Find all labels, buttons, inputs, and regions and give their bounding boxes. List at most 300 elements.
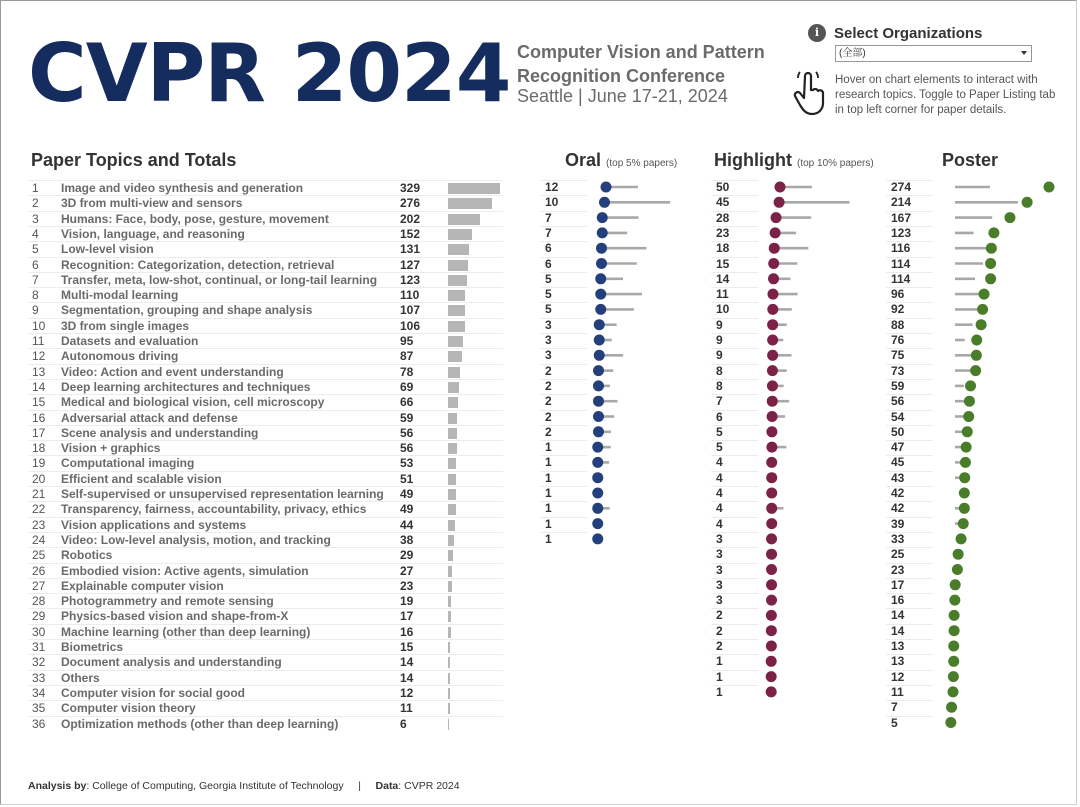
topic-rank: 24 [32, 532, 46, 547]
poster-dot[interactable] [959, 503, 970, 514]
poster-count: 39 [891, 516, 905, 531]
highlight-count: 15 [716, 256, 730, 271]
data-value: : CVPR 2024 [398, 780, 460, 792]
topic-total: 202 [400, 211, 421, 226]
analysis-label: Analysis by [28, 780, 87, 792]
highlight-dot[interactable] [766, 442, 777, 453]
oral-dot[interactable] [593, 365, 604, 376]
poster-count: 16 [891, 593, 905, 608]
topic-rank: 18 [32, 441, 46, 456]
poster-section-title: Poster [942, 150, 999, 170]
oral-count: 7 [545, 210, 552, 225]
poster-count: 214 [891, 195, 912, 210]
topic-rank: 3 [32, 211, 39, 226]
topic-name: Computational imaging [61, 456, 195, 471]
topic-rank: 25 [32, 548, 46, 563]
oral-count: 10 [545, 195, 559, 210]
poster-dot[interactable] [962, 426, 973, 437]
poster-dot[interactable] [971, 350, 982, 361]
oral-count: 1 [545, 470, 552, 485]
topic-name: Multi-modal learning [61, 288, 179, 303]
topic-rank: 8 [32, 288, 39, 303]
topic-rank: 13 [32, 364, 46, 379]
highlight-dot[interactable] [774, 197, 785, 208]
topic-rank: 22 [32, 502, 46, 517]
oral-dot[interactable] [597, 212, 608, 223]
topic-name: Datasets and evaluation [61, 334, 199, 348]
oral-dot[interactable] [592, 488, 603, 499]
oral-dot[interactable] [592, 518, 603, 529]
topic-name: 3D from multi-view and sensors [61, 196, 243, 211]
topic-rank: 32 [32, 655, 46, 670]
topic-rank: 30 [32, 624, 46, 639]
highlight-dot[interactable] [766, 488, 777, 499]
poster-count: 5 [891, 715, 898, 730]
poster-count: 12 [891, 669, 905, 684]
topic-name: Deep learning architectures and techniques [61, 379, 311, 394]
highlight-dot[interactable] [766, 457, 777, 468]
topic-total: 16 [400, 624, 414, 639]
poster-count: 96 [891, 287, 905, 302]
topic-name: Photogrammetry and remote sensing [61, 594, 274, 609]
poster-dot[interactable] [948, 671, 959, 682]
oral-count: 2 [545, 424, 552, 439]
poster-dot[interactable] [960, 457, 971, 468]
topic-name: Machine learning (other than deep learning) [61, 624, 311, 639]
poster-count: 59 [891, 378, 905, 393]
poster-count: 47 [891, 440, 905, 455]
poster-count: 116 [891, 241, 911, 256]
poster-count: 45 [891, 455, 905, 470]
topic-rank: 31 [32, 640, 46, 654]
topic-rank: 19 [32, 456, 46, 471]
oral-dot[interactable] [594, 335, 605, 346]
highlight-title: Highlight [714, 150, 792, 170]
highlight-dot[interactable] [767, 335, 778, 346]
highlight-dot[interactable] [766, 625, 777, 636]
poster-dot[interactable] [950, 579, 961, 590]
poster-dot[interactable] [958, 518, 969, 529]
analysis-value: : College of Computing, Georgia Institute of Technology [86, 780, 344, 792]
topic-rank: 15 [32, 395, 46, 410]
poster-count: 13 [891, 639, 905, 653]
highlight-count: 5 [716, 424, 723, 439]
highlight-dot[interactable] [768, 258, 779, 269]
topic-total: 17 [400, 609, 414, 624]
topic-total: 59 [400, 410, 414, 425]
topic-total: 110 [400, 288, 420, 303]
highlight-count: 4 [716, 455, 723, 470]
poster-dot[interactable] [970, 365, 981, 376]
oral-count: 1 [545, 531, 552, 546]
highlight-dot[interactable] [766, 533, 777, 544]
highlight-count: 45 [716, 195, 730, 210]
highlight-count: 9 [716, 348, 723, 363]
highlight-dot[interactable] [771, 212, 782, 223]
topic-total: 51 [400, 471, 414, 486]
poster-dot[interactable] [1044, 182, 1055, 193]
highlight-count: 4 [716, 470, 723, 485]
data-label: Data [375, 780, 399, 792]
conference-name: Computer Vision and Pattern Recognition Conference [517, 42, 765, 86]
topic-total: 123 [400, 272, 421, 287]
topic-total: 14 [400, 655, 414, 670]
poster-dot[interactable] [1004, 212, 1015, 223]
topic-rank: 12 [32, 349, 46, 364]
topic-name: Optimization methods (other than deep learning) [61, 716, 339, 731]
poster-count: 42 [891, 501, 905, 516]
poster-count: 167 [891, 210, 912, 225]
topic-rank: 9 [32, 303, 39, 318]
topic-rank: 21 [32, 487, 46, 501]
highlight-dot[interactable] [766, 564, 777, 575]
highlight-note: (top 10% papers) [797, 158, 874, 169]
topic-name: Computer vision for social good [61, 685, 246, 700]
oral-count: 1 [545, 440, 552, 455]
oral-title: Oral [565, 150, 602, 170]
poster-dot[interactable] [959, 472, 970, 483]
topic-total: 69 [400, 379, 414, 394]
topic-total: 27 [400, 563, 414, 578]
topic-name: Document analysis and understanding [61, 655, 282, 670]
info-icon[interactable]: i [808, 24, 826, 42]
highlight-dot[interactable] [769, 243, 780, 254]
topic-name: Explainable computer vision [61, 578, 224, 593]
highlight-dot[interactable] [766, 671, 777, 682]
main-title: CVPR 2024 [28, 27, 511, 120]
poster-dot[interactable] [945, 717, 956, 728]
oral-count: 2 [545, 394, 552, 409]
poster-count: 76 [891, 333, 905, 347]
oral-count: 2 [545, 363, 552, 378]
topic-rank: 17 [32, 425, 46, 440]
poster-dot[interactable] [959, 488, 970, 499]
poster-dot[interactable] [977, 304, 988, 315]
highlight-count: 3 [716, 593, 723, 608]
poster-dot[interactable] [953, 549, 964, 560]
topic-name: Vision applications and systems [61, 517, 247, 532]
topic-total: 23 [400, 578, 414, 593]
oral-dot[interactable] [599, 197, 610, 208]
topic-total: 127 [400, 257, 421, 272]
poster-dot[interactable] [949, 625, 960, 636]
poster-dot[interactable] [979, 289, 990, 300]
highlight-dot[interactable] [766, 472, 777, 483]
oral-count: 3 [545, 333, 552, 347]
oral-dot[interactable] [595, 289, 606, 300]
topic-name: Video: Action and event understanding [61, 364, 284, 379]
highlight-dot[interactable] [767, 396, 778, 407]
topic-rank: 28 [32, 594, 46, 609]
highlight-dot[interactable] [767, 365, 778, 376]
oral-count: 5 [545, 287, 552, 302]
dropdown-selected-value: (全部) [839, 48, 866, 59]
topic-name: Physics-based vision and shape-from-X [61, 609, 289, 624]
oral-count: 5 [545, 271, 552, 286]
highlight-dot[interactable] [766, 610, 777, 621]
poster-count: 13 [891, 654, 905, 669]
highlight-dot[interactable] [766, 641, 777, 652]
topic-total: 329 [400, 181, 421, 195]
select-organizations-label: Select Organizations [834, 25, 983, 42]
poster-dot[interactable] [956, 533, 967, 544]
highlight-count: 3 [716, 562, 723, 577]
topic-name: Vision, language, and reasoning [61, 226, 245, 241]
poster-dot[interactable] [986, 243, 997, 254]
topic-name: 3D from single images [61, 318, 190, 333]
topic-total: 11 [400, 701, 413, 716]
highlight-count: 4 [716, 501, 723, 516]
topic-rank: 34 [32, 685, 46, 700]
oral-dot[interactable] [596, 258, 607, 269]
topic-total: 53 [400, 456, 414, 471]
poster-count: 114 [891, 271, 911, 286]
highlight-count: 4 [716, 516, 723, 531]
highlight-dot[interactable] [766, 503, 777, 514]
poster-count: 123 [891, 225, 912, 240]
topic-rank: 10 [32, 318, 46, 333]
topic-total: 38 [400, 532, 414, 547]
conference-location: Seattle | June 17-21, 2024 [517, 86, 728, 106]
topic-total: 66 [400, 395, 414, 410]
oral-dot[interactable] [597, 227, 608, 238]
highlight-dot[interactable] [766, 686, 777, 697]
topic-rank: 6 [32, 257, 39, 272]
oral-count: 1 [545, 486, 552, 500]
topic-total: 56 [400, 425, 414, 440]
poster-count: 114 [891, 256, 911, 271]
poster-count: 42 [891, 486, 905, 500]
oral-count: 1 [545, 501, 552, 516]
highlight-count: 9 [716, 333, 723, 347]
oral-count: 7 [545, 225, 552, 240]
oral-note: (top 5% papers) [606, 158, 678, 169]
highlight-dot[interactable] [767, 289, 778, 300]
highlight-count: 1 [716, 654, 723, 669]
oral-dot[interactable] [593, 396, 604, 407]
highlight-dot[interactable] [766, 549, 777, 560]
poster-dot[interactable] [988, 227, 999, 238]
poster-count: 88 [891, 317, 905, 332]
topic-total: 131 [400, 242, 421, 257]
poster-dot[interactable] [946, 702, 957, 713]
highlight-count: 6 [716, 409, 723, 424]
topic-name: Scene analysis and understanding [61, 425, 259, 440]
topic-total: 12 [400, 685, 414, 700]
highlight-dot[interactable] [767, 380, 778, 391]
highlight-count: 23 [716, 225, 730, 240]
footer-separator: | [358, 780, 361, 792]
topic-rank: 7 [32, 272, 39, 287]
topic-name: Others [61, 670, 100, 685]
topic-rank: 20 [32, 471, 46, 486]
oral-count: 3 [545, 317, 552, 332]
highlight-count: 1 [716, 669, 723, 684]
poster-count: 25 [891, 547, 905, 562]
topics-section-title: Paper Topics and Totals [31, 150, 237, 170]
topic-total: 95 [400, 334, 414, 348]
poster-count: 75 [891, 348, 905, 363]
oral-dot[interactable] [593, 411, 604, 422]
topic-total: 14 [400, 670, 414, 685]
topic-total: 15 [400, 640, 414, 654]
topic-name: Transparency, fairness, accountability, privacy, ethics [61, 502, 367, 517]
oral-count: 5 [545, 302, 552, 317]
poster-dot[interactable] [965, 380, 976, 391]
poster-dot[interactable] [963, 411, 974, 422]
poster-count: 14 [891, 623, 905, 638]
topic-total: 49 [400, 487, 414, 501]
topic-rank: 16 [32, 410, 46, 425]
topic-total: 19 [400, 594, 414, 609]
poster-dot[interactable] [985, 258, 996, 269]
poster-dot[interactable] [1022, 197, 1033, 208]
highlight-dot[interactable] [766, 656, 777, 667]
highlight-count: 4 [716, 486, 723, 500]
highlight-count: 7 [716, 394, 723, 409]
topic-total: 152 [400, 226, 421, 241]
oral-dot[interactable] [592, 533, 603, 544]
topic-rank: 2 [32, 196, 39, 211]
topic-rank: 11 [32, 334, 45, 348]
highlight-dot[interactable] [768, 273, 779, 284]
highlight-dot[interactable] [767, 319, 778, 330]
highlight-count: 14 [716, 271, 730, 286]
topic-name: Self-supervised or unsupervised representation learning [61, 487, 384, 501]
highlight-count: 10 [716, 302, 730, 317]
poster-count: 23 [891, 562, 905, 577]
topic-total: 78 [400, 364, 414, 379]
oral-dot[interactable] [592, 503, 603, 514]
poster-count: 17 [891, 577, 905, 592]
topic-name: Image and video synthesis and generation [61, 181, 304, 195]
topic-total: 106 [400, 318, 421, 333]
topic-total: 6 [400, 716, 407, 731]
poster-count: 50 [891, 424, 905, 439]
topic-name: Vision + graphics [61, 441, 161, 456]
poster-dot[interactable] [949, 610, 960, 621]
interaction-hint: Hover on chart elements to interact with research topics. Toggle to Paper Listing tab in top left corner for paper details. [835, 74, 1056, 116]
topic-total: 107 [400, 303, 421, 318]
topic-rank: 27 [32, 578, 46, 593]
highlight-count: 2 [716, 608, 723, 623]
highlight-count: 50 [716, 180, 730, 194]
topic-name: Humans: Face, body, pose, gesture, movement [61, 211, 329, 226]
oral-dot[interactable] [596, 243, 607, 254]
topic-total: 29 [400, 548, 414, 563]
oral-dot[interactable] [592, 457, 603, 468]
oral-dot[interactable] [601, 182, 612, 193]
highlight-count: 3 [716, 531, 723, 546]
topic-rank: 23 [32, 517, 46, 532]
oral-count: 6 [545, 241, 552, 256]
poster-count: 43 [891, 470, 905, 485]
topic-name: Robotics [61, 548, 113, 563]
topic-rank: 33 [32, 670, 46, 685]
poster-count: 7 [891, 700, 898, 715]
highlight-dot[interactable] [766, 579, 777, 590]
highlight-dot[interactable] [775, 182, 786, 193]
poster-dot[interactable] [948, 656, 959, 667]
poster-dot[interactable] [971, 335, 982, 346]
topic-name: Segmentation, grouping and shape analysis [61, 303, 313, 318]
highlight-dot[interactable] [770, 227, 781, 238]
topic-rank: 26 [32, 563, 46, 578]
highlight-dot[interactable] [767, 350, 778, 361]
highlight-count: 2 [716, 623, 723, 638]
poster-count: 33 [891, 531, 905, 546]
highlight-count: 28 [716, 210, 730, 225]
topic-total: 276 [400, 196, 421, 211]
poster-dot[interactable] [976, 319, 987, 330]
oral-count: 1 [545, 455, 552, 470]
highlight-count: 3 [716, 547, 723, 562]
topic-rank: 14 [32, 379, 46, 394]
highlight-count: 2 [716, 639, 723, 653]
topic-name: Computer vision theory [61, 701, 196, 716]
topic-name: Efficient and scalable vision [61, 471, 222, 486]
oral-dot[interactable] [594, 319, 605, 330]
footer [28, 780, 460, 792]
highlight-dot[interactable] [766, 595, 777, 606]
poster-dot[interactable] [948, 641, 959, 652]
topic-total: 56 [400, 441, 414, 456]
highlight-count: 11 [716, 287, 729, 302]
topic-name: Transfer, meta, low-shot, continual, or long-tail learning [61, 272, 378, 287]
topic-name: Medical and biological vision, cell microscopy [61, 395, 325, 410]
topic-name: Embodied vision: Active agents, simulation [61, 563, 309, 578]
oral-count: 2 [545, 409, 552, 424]
poster-dot[interactable] [952, 564, 963, 575]
highlight-dot[interactable] [766, 426, 777, 437]
highlight-dot[interactable] [767, 411, 778, 422]
poster-count: 11 [891, 684, 904, 699]
highlight-dot[interactable] [766, 518, 777, 529]
poster-dot[interactable] [949, 595, 960, 606]
topic-total: 44 [400, 517, 414, 532]
poster-count: 54 [891, 409, 905, 424]
oral-dot[interactable] [594, 350, 605, 361]
oral-dot[interactable] [593, 426, 604, 437]
topic-rank: 29 [32, 609, 46, 624]
oral-dot[interactable] [592, 442, 603, 453]
oral-dot[interactable] [592, 472, 603, 483]
oral-dot[interactable] [595, 273, 606, 284]
oral-count: 1 [545, 516, 552, 531]
highlight-count: 18 [716, 241, 730, 256]
poster-count: 73 [891, 363, 905, 378]
oral-count: 3 [545, 348, 552, 363]
topic-name: Recognition: Categorization, detection, retrieval [61, 257, 335, 272]
topic-name: Video: Low-level analysis, motion, and tracking [61, 532, 331, 547]
poster-dot[interactable] [961, 442, 972, 453]
topic-rank: 1 [32, 181, 39, 195]
topic-rank: 5 [32, 242, 39, 257]
poster-dot[interactable] [964, 396, 975, 407]
highlight-count: 3 [716, 577, 723, 592]
poster-dot[interactable] [985, 273, 996, 284]
topic-rank: 36 [32, 716, 46, 731]
poster-dot[interactable] [948, 686, 959, 697]
highlight-dot[interactable] [767, 304, 778, 315]
topic-name: Autonomous driving [61, 349, 179, 364]
highlight-count: 8 [716, 378, 723, 393]
topic-name: Biometrics [61, 640, 124, 654]
highlight-count: 1 [716, 684, 723, 699]
oral-dot[interactable] [593, 380, 604, 391]
highlight-count: 9 [716, 317, 723, 332]
oral-dot[interactable] [595, 304, 606, 315]
